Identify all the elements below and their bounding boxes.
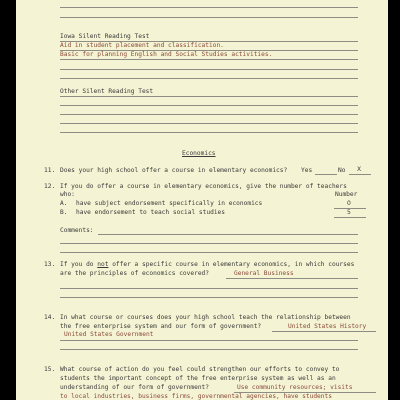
q12-text-line-1: If you do offer a course in elementary economics, give the number of teachers bbox=[60, 183, 347, 190]
q13-text-pre: If you do bbox=[60, 261, 94, 268]
q13-text-line-2: are the principles of economics covered? bbox=[60, 270, 210, 277]
q13-number: 13. bbox=[44, 261, 56, 268]
q12-a-label: A. bbox=[60, 200, 68, 207]
q12-number-header: Number bbox=[335, 191, 358, 198]
blank-line bbox=[60, 349, 358, 350]
q11-answer-mark: X bbox=[357, 166, 362, 173]
q15-text-line-2: students the important concept of the free enterprise system as well as an bbox=[60, 375, 336, 382]
q13-answer: General Business bbox=[234, 270, 294, 277]
q15-answer-1: Use community resources; visits bbox=[237, 384, 353, 391]
q11-number: 11. bbox=[44, 167, 56, 174]
blank-line bbox=[60, 132, 358, 133]
blank-line bbox=[60, 96, 358, 97]
q14-answer-1: United States History bbox=[288, 323, 367, 330]
iowa-test-answer-1: Aid in student placement and classification. bbox=[60, 42, 224, 49]
q15-number: 15. bbox=[44, 366, 56, 373]
blank-line bbox=[60, 288, 358, 289]
iowa-test-answer-2: Basic for planning English and Social Studies activities. bbox=[60, 51, 273, 58]
q14-answer-2: United States Government bbox=[64, 331, 154, 338]
blank-line bbox=[60, 123, 358, 124]
blank-line bbox=[226, 278, 358, 279]
q12-text-line-2: who: bbox=[60, 191, 75, 198]
blank-line bbox=[60, 17, 358, 18]
blank-line bbox=[60, 114, 358, 115]
q12-b-value: 5 bbox=[347, 209, 351, 216]
q14-number: 14. bbox=[44, 314, 56, 321]
q12-number: 12. bbox=[44, 183, 56, 190]
section-title: Economics bbox=[182, 150, 216, 157]
blank-line bbox=[60, 252, 358, 253]
q14-text-line-2: the free enterprise system and our form of government? bbox=[60, 323, 262, 330]
blank-line bbox=[272, 331, 376, 332]
blank-line bbox=[60, 340, 358, 341]
q12-b-blank bbox=[334, 217, 366, 218]
q15-text-line-1: What course of action do you feel could strengthen our efforts to convey to bbox=[60, 366, 340, 373]
q11-yes-blank bbox=[315, 174, 337, 175]
q12-comments-label: Comments: bbox=[60, 227, 94, 234]
blank-line bbox=[60, 105, 358, 106]
questionnaire-page bbox=[16, 0, 388, 400]
blank-line bbox=[60, 7, 358, 8]
blank-line bbox=[60, 243, 358, 244]
blank-line bbox=[60, 297, 358, 298]
q15-answer-2: to local industries, business firms, governmental agencies, have students bbox=[60, 393, 332, 400]
blank-line bbox=[60, 78, 358, 79]
q13-text-line-1 bbox=[60, 261, 354, 269]
q12-b-label: B. bbox=[60, 209, 68, 216]
other-test-title: Other Silent Reading Test bbox=[60, 88, 154, 95]
q14-text-line-1: In what course or courses does your high school teach the relationship between bbox=[60, 314, 351, 321]
q11-no-blank bbox=[349, 174, 371, 175]
iowa-test-title: Iowa Silent Reading Test bbox=[60, 33, 150, 40]
q12-comments-line bbox=[98, 234, 358, 235]
q12-b-text: have endorsement to teach social studies bbox=[76, 209, 226, 216]
q12-a-value: 0 bbox=[347, 200, 351, 207]
q15-text-line-3: understanding of our form of government? bbox=[60, 384, 210, 391]
blank-line bbox=[60, 69, 358, 70]
q11-yes-label: Yes bbox=[301, 167, 313, 174]
q11-no-label: No bbox=[338, 167, 346, 174]
q12-a-text: have subject endorsement specifically in economics bbox=[76, 200, 263, 207]
blank-line bbox=[60, 59, 358, 60]
q13-text-post: offer a specific course in elementary economics, in which courses bbox=[112, 261, 355, 268]
q13-text-emphasis: not bbox=[97, 261, 109, 268]
q11-text: Does your high school offer a course in elementary economics? bbox=[60, 167, 288, 174]
